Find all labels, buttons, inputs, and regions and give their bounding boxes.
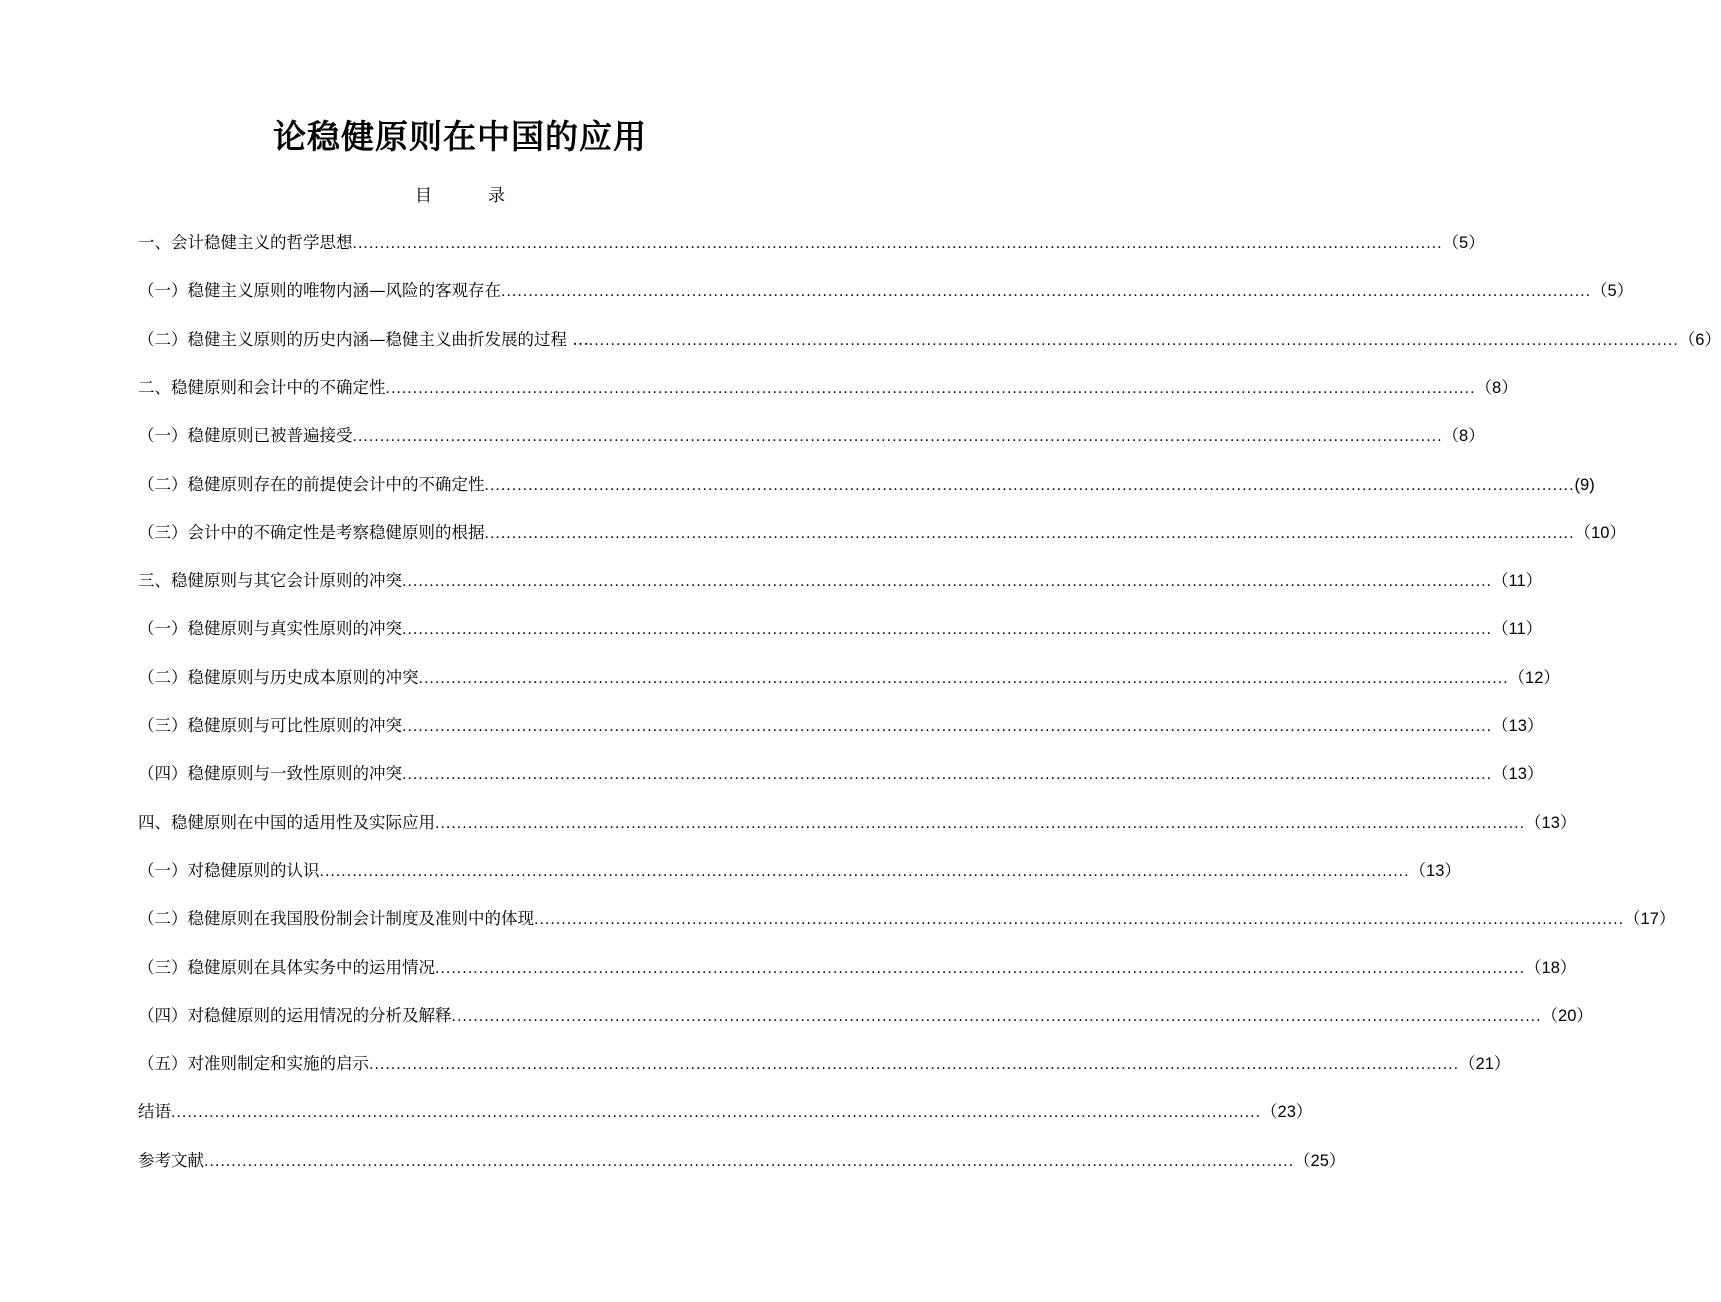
toc-entry-page: （13） xyxy=(1525,814,1577,832)
toc-leader-dots: ........................................................................................................................................................................................................ xyxy=(319,864,1410,880)
toc-entry-label: 参考文献 xyxy=(138,1151,204,1170)
toc-leader-dots: ........................................................................................................................................................................................................ xyxy=(369,1057,1460,1073)
toc-entry-page: （23） xyxy=(1261,1103,1313,1121)
toc-entry xyxy=(138,713,1544,739)
toc-entry-page: （21） xyxy=(1459,1055,1511,1073)
toc-entry-page: （18） xyxy=(1525,959,1577,977)
toc-entry xyxy=(138,955,1577,981)
toc-entry xyxy=(138,1051,1511,1077)
toc-entry-page: （11） xyxy=(1492,572,1543,590)
toc-entry xyxy=(138,906,1676,932)
toc-leader-dots: ........................................................................................................................................................................................................ xyxy=(402,574,1493,590)
toc-entry-label: （二）稳健主义原则的历史内涵—稳健主义曲折发展的过程 … xyxy=(138,330,589,349)
toc-leader-dots: ........................................................................................................................................................................................................ xyxy=(435,961,1526,977)
toc-leader-dots: ........................................................................................................................................................................................................ xyxy=(435,816,1526,832)
toc-leader-dots: ........................................................................................................................................................................................................ xyxy=(171,1105,1262,1121)
toc-entry-label: （四）稳健原则与一致性原则的冲突 xyxy=(138,764,402,783)
toc-entry-page: （6） xyxy=(1678,331,1721,349)
toc-entry-page: （10） xyxy=(1574,524,1626,542)
toc-leader-dots: ........................................................................................................................................................................................................ xyxy=(402,719,1493,735)
toc-entry-page: （25） xyxy=(1294,1152,1346,1170)
toc-entry-page: （8） xyxy=(1442,427,1485,445)
toc-leader-dots: ........................................................................................................................................................................................................ xyxy=(451,1009,1542,1025)
toc-leader-dots: ........................................................................................................................................................................................................ xyxy=(484,526,1575,542)
toc-heading-char-2: 录 xyxy=(488,186,505,206)
toc-entry xyxy=(138,616,1543,642)
toc-entry xyxy=(138,1003,1593,1029)
toc-entry-label: （四）对稳健原则的运用情况的分析及解释 xyxy=(138,1006,452,1025)
toc-entry-label: （一）稳健主义原则的唯物内涵—风险的客观存在 xyxy=(138,281,501,300)
toc-entry xyxy=(138,230,1485,256)
toc-entry-label: （三）会计中的不确定性是考察稳健原则的根据 xyxy=(138,523,485,542)
toc-entry xyxy=(138,568,1543,594)
toc-entry-label: （三）稳健原则与可比性原则的冲突 xyxy=(138,716,402,735)
toc-leader-dots: ........................................................................................................................................................................................................ xyxy=(385,381,1476,397)
toc-leader-dots: ........................................................................................................................................................................................................ xyxy=(402,622,1493,638)
toc-entry xyxy=(138,327,1721,353)
toc-entry xyxy=(138,1099,1313,1125)
toc-entry-label: （一）稳健原则已被普遍接受 xyxy=(138,426,353,445)
toc-entry-page: （20） xyxy=(1541,1007,1593,1025)
toc-leader-dots: ........................................................................................................................................................................................................ xyxy=(352,429,1443,445)
toc-entry-page: （17） xyxy=(1624,910,1676,928)
toc-entry-label: （一）对稳健原则的认识 xyxy=(138,861,320,880)
toc-entry-label: 二、稳健原则和会计中的不确定性 xyxy=(138,378,386,397)
toc-leader-dots: ........................................................................................................................................................................................................ xyxy=(534,912,1625,928)
toc-entry-label: （五）对准则制定和实施的启示 xyxy=(138,1054,369,1073)
toc-leader-dots: ........................................................................................................................................................................................................ xyxy=(501,284,1592,300)
toc-entry xyxy=(138,278,1634,304)
toc-entry-page: （13） xyxy=(1409,862,1461,880)
toc-entry xyxy=(138,375,1518,401)
toc-leader-dots: ........................................................................................................................................................................................................ xyxy=(484,478,1575,494)
toc-entry xyxy=(138,665,1560,691)
toc-entry-page: (9) xyxy=(1574,476,1595,494)
toc-entry-page: （5） xyxy=(1442,234,1485,252)
toc-entry-page: （13） xyxy=(1492,765,1544,783)
toc-leader-dots: ........................................................................................................................................................................................................ xyxy=(402,767,1493,783)
toc-entry xyxy=(138,810,1577,836)
toc-entry-label: （三）稳健原则在具体实务中的运用情况 xyxy=(138,958,435,977)
toc-entry xyxy=(138,1148,1346,1174)
toc-entry-label: （二）稳健原则与历史成本原则的冲突 xyxy=(138,668,419,687)
toc-entry xyxy=(138,520,1626,546)
toc-entry-page: （12） xyxy=(1508,669,1560,687)
toc-leader-dots: ........................................................................................................................................................................................................ xyxy=(352,236,1443,252)
toc-leader-dots: ........................................................................................................................................................................................................ xyxy=(204,1154,1295,1170)
toc-entry-label: 三、稳健原则与其它会计原则的冲突 xyxy=(138,571,402,590)
toc-entry-label: 一、会计稳健主义的哲学思想 xyxy=(138,233,353,252)
toc-entry-label: 四、稳健原则在中国的适用性及实际应用 xyxy=(138,813,435,832)
toc-leader-dots: ........................................................................................................................................................................................................ xyxy=(418,671,1509,687)
toc-entry xyxy=(138,423,1485,449)
document-title: 论稳健原则在中国的应用 xyxy=(273,117,647,156)
toc-entry-page: （8） xyxy=(1475,379,1518,397)
toc-heading xyxy=(0,183,920,209)
toc-entry-page: （5） xyxy=(1591,282,1634,300)
toc-entry-page: （11） xyxy=(1492,620,1543,638)
toc-leader-dots: ........................................................................................................................................................................................................ xyxy=(588,333,1679,349)
toc-entry-label: （二）稳健原则存在的前提使会计中的不确定性 xyxy=(138,475,485,494)
toc-entry xyxy=(138,472,1595,498)
toc-entry-label: 结语 xyxy=(138,1102,171,1121)
toc-entry-label: （二）稳健原则在我国股份制会计制度及准则中的体现 xyxy=(138,909,534,928)
toc-heading-char-1: 目 xyxy=(415,186,432,206)
toc-entry xyxy=(138,761,1544,787)
toc-entry xyxy=(138,858,1461,884)
toc-entry-label: （一）稳健原则与真实性原则的冲突 xyxy=(138,619,402,638)
toc-entry-page: （13） xyxy=(1492,717,1544,735)
